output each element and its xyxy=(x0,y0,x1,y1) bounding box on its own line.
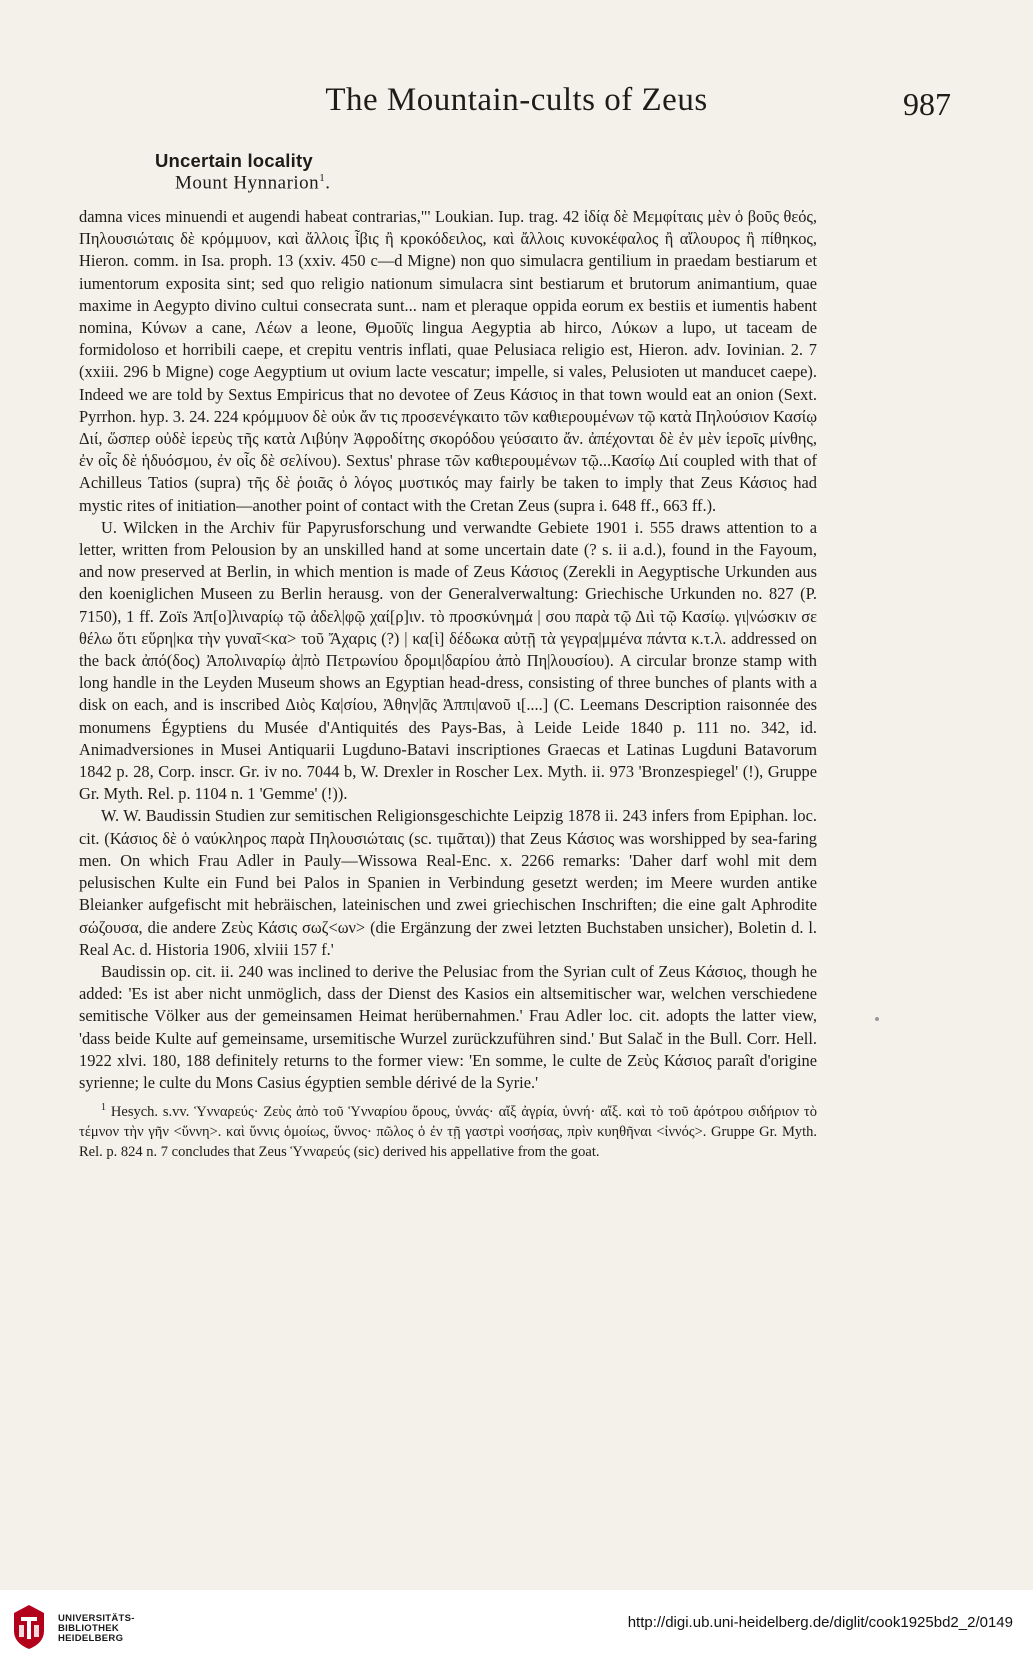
paragraph-2: U. Wilcken in the Archiv für Papyrusforschung und verwandte Gebiete 1901 i. 555 draws attention to a letter, written from Pelousion by an unskilled hand at some uncertain date (? s. ii a.d.), found in the Fayoum, and now preserved at Berlin, in which mention is made of Zeus Κάσιος (Zerekli in Aegyptische Urkunden aus den koeniglichen Museen zu Berlin herausg. von der Generalverwaltung: Griechische Urkunden no. 827 (P. 7150), 1 ff. Zoïs Ἀπ[ο]λιναρίῳ τῷ ἀδελ|φῷ χαί[ρ]ιν. τὸ προσκύνημά | σου παρὰ τῷ Διὶ τῷ Κασίῳ. γι|νώσκιν σε θέλω ὅτι εὕρη|κα τὴν γυναῖ<κα> τοῦ Ἄχαρις (?) | κα[ὶ] δέδωκα αὐτῇ τὰ γεγρα|μμένα πάντα κ.τ.λ. addressed on the back ἀπό(δος) Ἀπολιναρίῳ ἀ|πὸ Πετρωνίου δρομι|δαρίου ἀπὸ Πη|λουσίου). A circular bronze stamp with long handle in the Leyden Museum shows an Egyptian head-dress, consisting of three bunches of plants with a disk on each, and is inscribed Διὸς Κα|σίου, Ἀθην|ᾶς Ἀππι|ανοῦ ι[....] (C. Leemans Description raisonnée des monumens Égyptiens du Musée d'Antiquités des Pays-Bas, à Leide Leide 1840 p. 111 no. 342, id. Animadversiones in Musei Antiquarii Lugduno-Batavi inscriptiones Graecas et Latinas Lugduni Batavorum 1842 p. 28, Corp. inscr. Gr. iv no. 7044 b, W. Drexler in Roscher Lex. Myth. ii. 973 'Bronzespiegel' (!), Gruppe Gr. Myth. Rel. p. 1104 n. 1 'Gemme' (!)). xyxy=(79,517,817,804)
footnote-reference: 1 xyxy=(319,172,326,184)
library-logo-icon xyxy=(10,1603,48,1651)
footnote xyxy=(79,1098,817,1162)
page-number: 987 xyxy=(903,86,951,122)
library-name-line-3: HEIDELBERG xyxy=(58,1633,124,1644)
library-name-line-1: UNIVERSITÄTS- xyxy=(58,1613,135,1624)
library-name xyxy=(58,1614,135,1644)
paragraph-1: damna vices minuendi et augendi habeat contrarias,"' Loukian. Iup. trag. 42 ἰδίᾳ δὲ Μεμφίταις μὲν ὁ βοῦς θεός, Πηλουσιώταις δὲ κρόμμυον, καὶ ἄλλοις ἶβις ἢ κροκόδειλος, καὶ ἄλλοις κυνοκέφαλος ἢ αἴλουρος ἢ πίθηκος, Hieron. comm. in Isa. proph. 13 (xxiv. 450 c—d Migne) non quo simulacra gentilium in praedam bestiarum et iumentorum exposita sint; sed quo religio nationum simulacra sint bestiarum et brutorum animantium, quae maxime in Aegypto divino cultui consecrata sunt... nam et pleraque oppida eorum ex bestiis et iumentis habent nomina, Κύνων a cane, Λέων a leone, Θμοῦϊς lingua Aegyptia ab hirco, Λύκων a lupo, ut taceam de formidoloso et horribili caepe, et crepitu ventris inflati, quae Pelusiaca religio est, Hieron. adv. Iovinian. 2. 7 (xxiii. 296 b Migne) coge Aegyptium ut ovium lacte vescatur; impelle, si vales, Pelusioten ut manducet caepe). Indeed we are told by Sextus Empiricus that no devotee of Zeus Κάσιος in that town would eat an onion (Sext. Pyrrhon. hyp. 3. 24. 224 κρόμμυον δὲ οὐκ ἄν τις προσενέγκαιτο τῶν καθιερουμένων τῷ κατὰ Πηλούσιον Κασίῳ Διί, ὥσπερ οὐδὲ ἱερεὺς τῆς κατὰ Λιβύην Ἀφροδίτης σκορόδου γεύσαιτο ἄν. ἀπέχονται δὲ ἐν μὲν ἱεροῖς μίνθης, ἐν οἷς δὲ ἡδυόσμου, ἐν οἷς δὲ σελίνου). Sextus' phrase τῶν καθιερουμένων τῷ...Κασίῳ Διί coupled with that of Achilleus Tatios (supra) τῆς δὲ ῥοιᾶς ὁ λόγος μυστικός may fairly be taken to imply that Zeus Κάσιος had mystic rites of initiation—another point of contact with the Cretan Zeus (supra i. 648 ff., 663 ff.). xyxy=(79,207,817,515)
subheading-tail: . xyxy=(325,172,331,194)
subheading-text: Mount Hynnarion xyxy=(175,172,320,194)
library-name-line-2: BIBLIOTHEK xyxy=(58,1623,120,1634)
source-url[interactable]: http://digi.ub.uni-heidelberg.de/diglit/cook1925bd2_2/0149 xyxy=(627,1614,1013,1631)
footnote-text: Hesych. s.vv. Ὑνναρεύς· Ζεὺς ἀπὸ τοῦ Ὑνναρίου ὄρους, ὑννάς· αἴξ ἀγρία, ὑννή· αἴξ. καὶ τὸ τοῦ ἀρότρου σιδήριον τὸ τέμνον τὴν γῆν <ὕννη>. καὶ ὕννις ὁμοίως, ὕννος· πῶλος ὁ ἐν τῇ γαστρὶ νοσήσας, πρὶν κυηθῆναι <ἰννός>. Gruppe Gr. Myth. Rel. p. 824 n. 7 concludes that Zeus Ὑνναρεύς (sic) derived his appellative from the goat. xyxy=(79,1103,817,1160)
paragraph-4: Baudissin op. cit. ii. 240 was inclined to derive the Pelusiac from the Syrian cult of Zeus Κάσιος, though he added: 'Es ist aber nicht unmöglich, dass der Dienst des Kasios ein altsemitischer war, welchen verschiedene semitische Völker aus der gemeinsamen Heimat herübernahmen.' Frau Adler loc. cit. adopts the latter view, 'dass beide Kulte auf gemeinsame, ursemitische Wurzel zurückzuführen sind.' But Salač in the Bull. Corr. Hell. 1922 xlvi. 180, 188 definitely returns to the former view: 'En somme, le culte de Ζεὺς Κάσιος paraît d'origine syrienne; le culte du Mons Casius égyptien semble dérivé de la Syrie.' xyxy=(79,961,817,1092)
body-text xyxy=(79,206,817,1162)
section-heading: Uncertain locality xyxy=(155,150,313,171)
page-header xyxy=(78,82,955,128)
paragraph-3: W. W. Baudissin Studien zur semitischen Religionsgeschichte Leipzig 1878 ii. 243 infers from Epiphan. loc. cit. (Κάσιος δὲ ὁ ναύκληρος παρὰ Πηλουσιώταις (sc. τιμᾶται)) that Zeus Κάσιος was worshipped by sea-faring men. On which Frau Adler in Pauly—Wissowa Real-Enc. x. 2266 remarks: 'Daher darf wohl mit dem pelusischen Kulte ein Fund bei Palos in Spanien in Verbindung gesetzt werden; im Meere wurden antike Bleianker aufgefischt mit hebräischen, lateinischen und zwei griechischen Inschriften; die eine galt Aphrodite σώζουσα, die andere Ζεὺς Κάσις σωζ<ων> (die Ergänzung der zwei letzten Buchstaben unsicher), Boletin d. l. Real Ac. d. Historia 1906, xlviii 157 f.' xyxy=(79,806,817,959)
subheading xyxy=(175,172,330,194)
running-title: The Mountain-cults of Zeus xyxy=(325,82,708,118)
margin-dot xyxy=(875,1017,879,1021)
footnote-marker: 1 xyxy=(101,1102,106,1114)
